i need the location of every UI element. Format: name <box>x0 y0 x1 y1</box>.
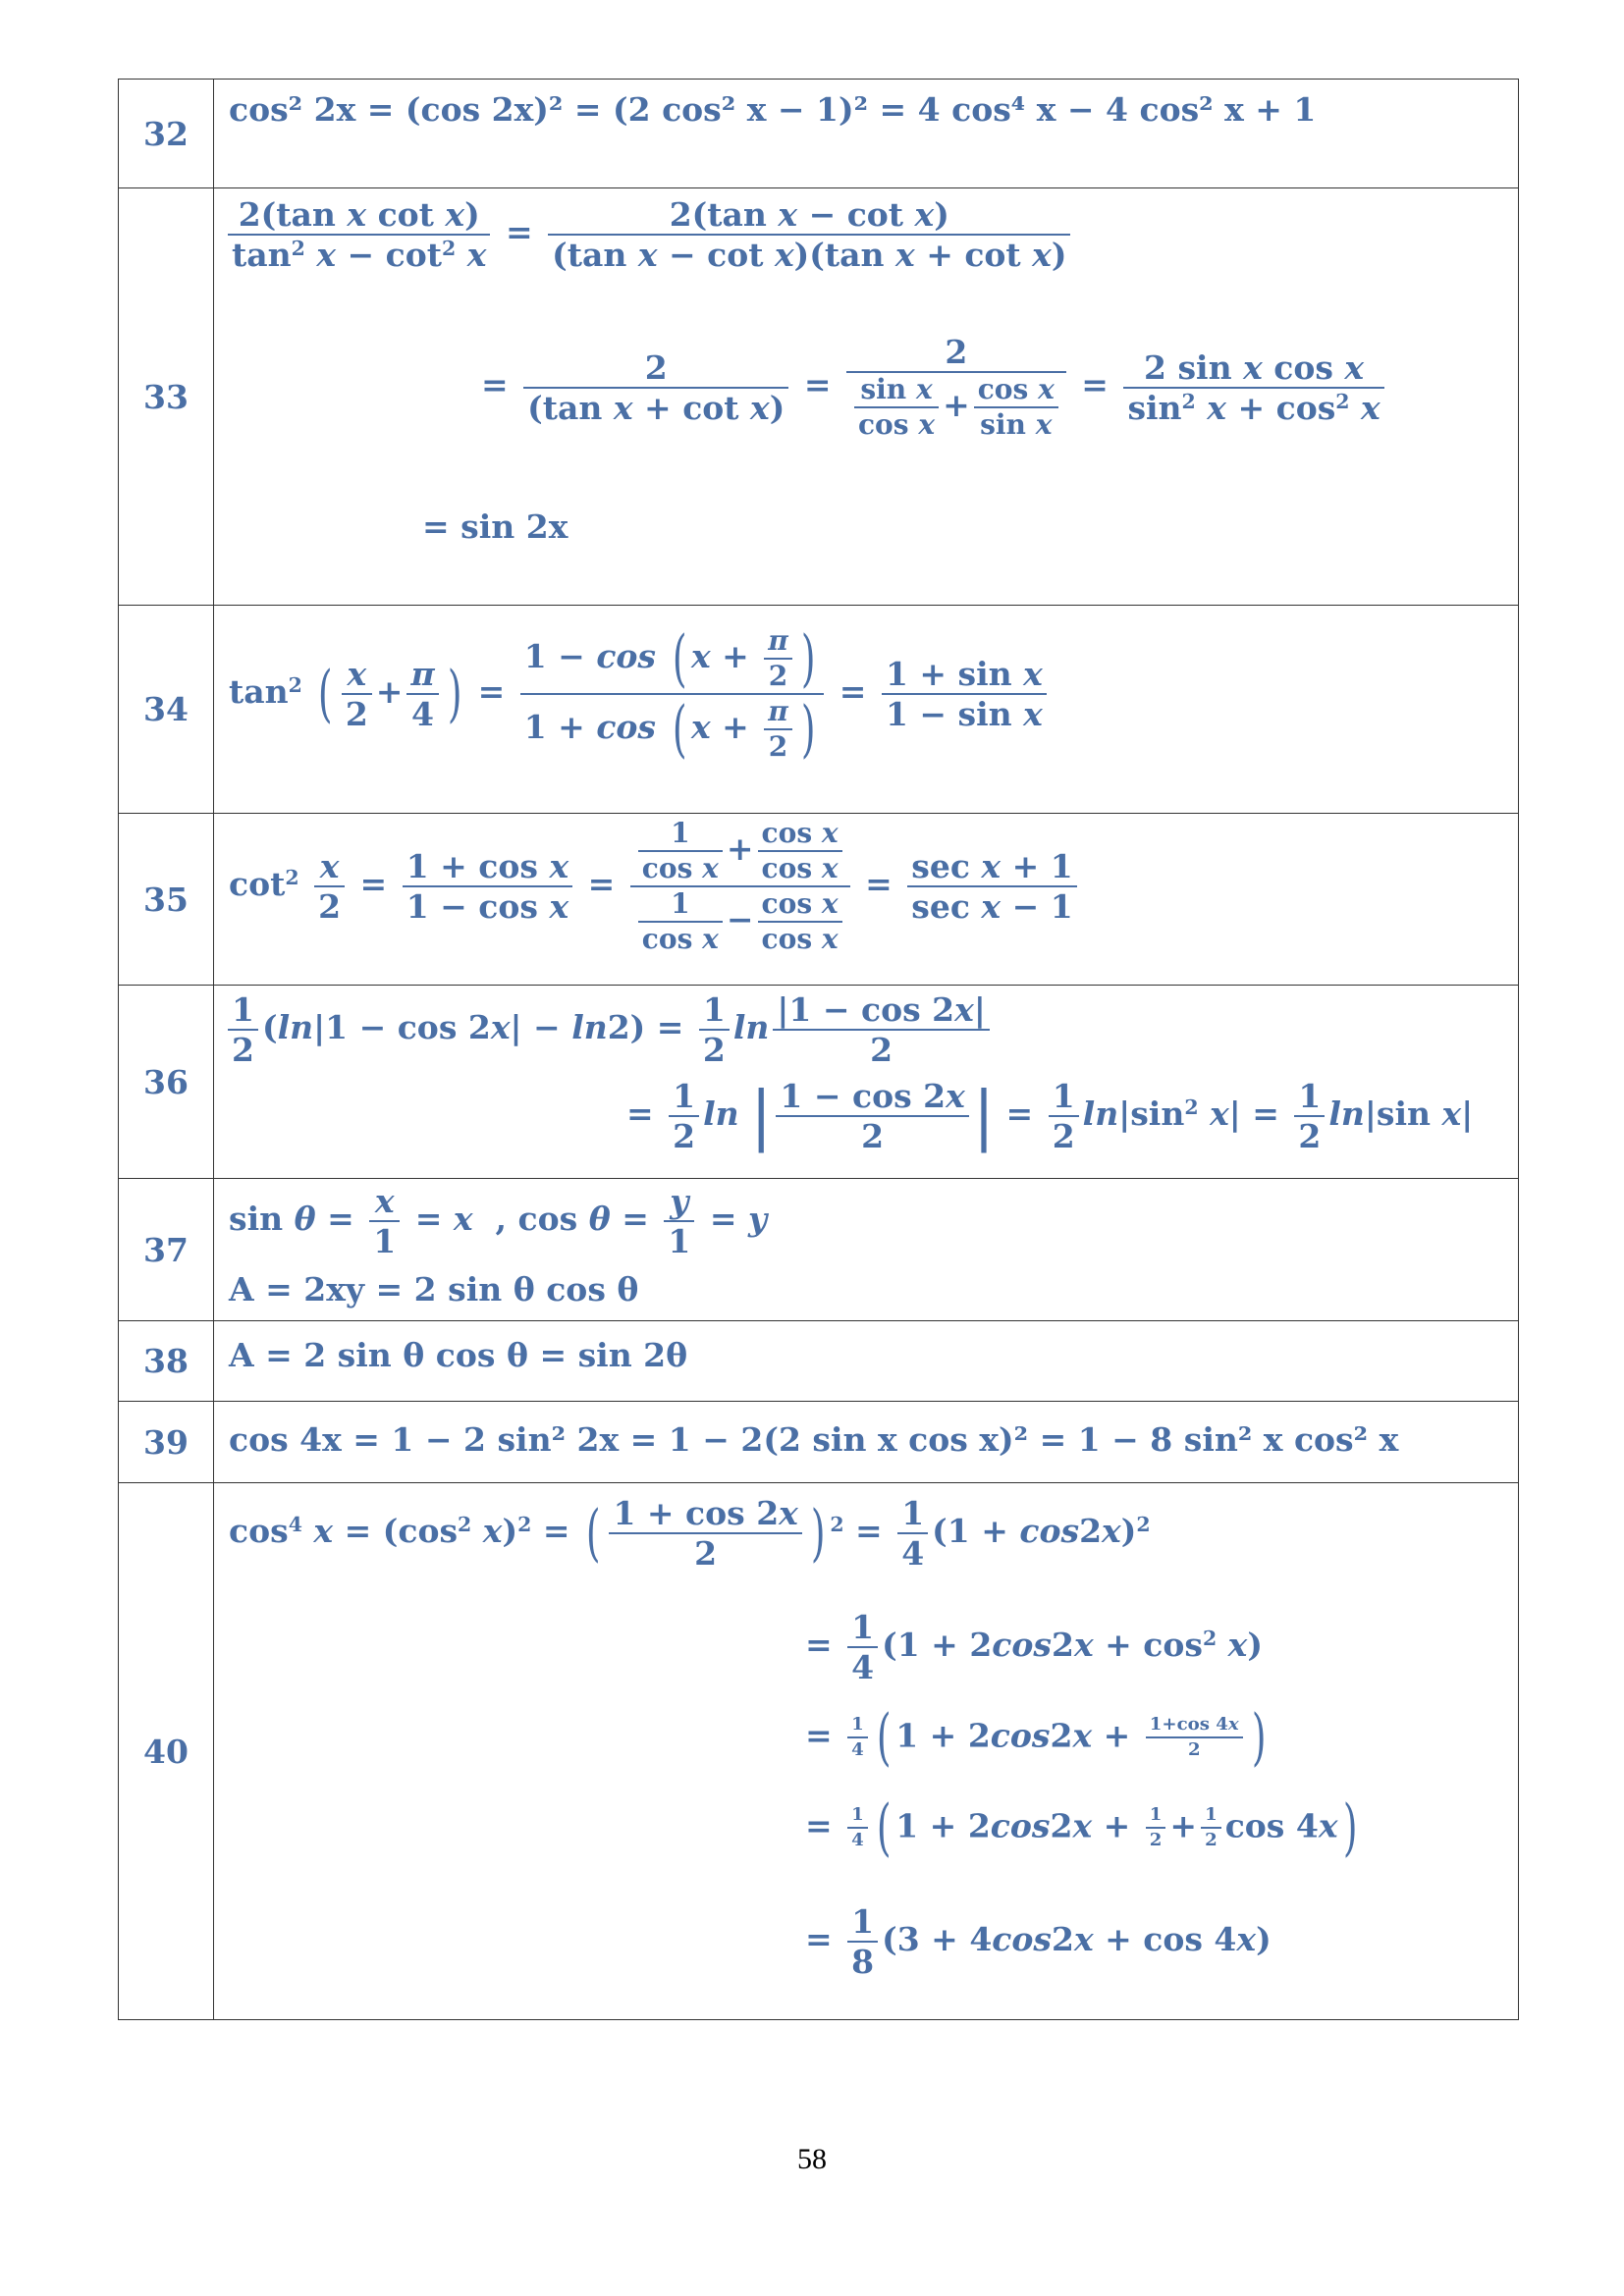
formula-line: = $\frac{1}{4}$ $(1 + 2\cos 2x + \cos^2 x)$ <box>805 1608 1263 1686</box>
formula-line: $\tan^2$ ( $\frac{x}{2}$ + $\frac{\pi}{4}$ ) = 1 − cos ( x + $\frac{\pi}{2}$ ) 1 + cos ( x + $\frac{\pi}{2}$ ) = $\frac{\text{1 + sin x}}{\text{1 − sin x}}$ <box>229 627 1051 761</box>
formula-line: = $\frac{1}{8}$ (3 + 4cos2x + cos 4x) <box>805 1902 1272 1981</box>
formula-line: = sin 2x <box>422 507 568 546</box>
formula-cell <box>214 606 1518 813</box>
table-row <box>119 188 1518 606</box>
formula-line: = $\frac{1}{4}$ ( 1 + 2cos2x + $\frac{1+\cos 4x}{2}$ ) <box>805 1701 1267 1773</box>
table-row <box>119 1321 1518 1402</box>
table-row <box>119 1402 1518 1483</box>
row-number: 37 <box>119 1179 214 1320</box>
formula-line: = $\frac{1}{4}$ ( 1 + 2cos2x + $\frac{1}{2}$ + $\frac{1}{2}$ cos 4x) <box>805 1791 1358 1863</box>
row-number: 35 <box>119 814 214 985</box>
row-number: 34 <box>119 606 214 813</box>
formula-line: = $\frac{1}{2}$ ln | $\frac{1 - \cos 2x}{2}$ | = $\frac{1}{2}$ $\ln|\sin^2$ x| = $\frac{1}{2}$ ln|sin x| <box>626 1077 1474 1155</box>
formula-cell <box>214 80 1518 187</box>
formula-cell <box>214 1402 1518 1482</box>
formula-cell <box>214 1321 1518 1401</box>
formula-line: sin θ = $\frac{x}{1}$ = x , cos θ = $\frac{y}{1}$ = y <box>229 1182 768 1260</box>
formula-cell <box>214 188 1518 605</box>
formula-cell <box>214 986 1518 1178</box>
formula-line: $\frac{1}{2}$ (ln|1 − cos 2x| − ln2) = $\frac{1}{2}$ ln $\frac{|1 - \cos 2x|}{2}$ <box>224 993 994 1066</box>
formula-text: cos² 2x = (cos 2x)² = (2 cos² x − 1)² = 4 cos⁴ x − 4 cos² x + 1 <box>229 90 1317 129</box>
formula-table <box>118 79 1519 2020</box>
formula-line: A = 2xy = 2 sin θ cos θ <box>229 1270 639 1308</box>
row-number: 36 <box>119 986 214 1178</box>
formula-text: cos 4x = 1 − 2 sin² 2x = 1 − 2(2 sin x cos x)² = 1 − 8 sin² x cos² x <box>229 1420 1399 1459</box>
table-row <box>119 80 1518 188</box>
formula-line: = $\frac{2}{\text{(tan x + cot x)}}$ = 2 $\frac{\text{sin x}}{\text{cos x}}$ + $\frac{\text{cos x}}{\text{sin x}}$ = $\frac{\text{2 sin x cos x}}{\sin^2 x + \cos^2 x}$ <box>481 336 1388 439</box>
row-number: 38 <box>119 1321 214 1401</box>
table-row <box>119 606 1518 814</box>
row-number: 40 <box>119 1483 214 2019</box>
formula-cell <box>214 814 1518 985</box>
formula-cell <box>214 1179 1518 1320</box>
table-row <box>119 1179 1518 1321</box>
formula-line: $\cot^2$ $\frac{x}{2}$ = $\frac{\text{1 + cos x}}{\text{1 − cos x}}$ = $\frac{1}{\text{cos x}}$ + $\frac{\text{cos x}}{\text{cos x}}$ $\frac{1}{\text{cos x}}$ − $\frac{\text{cos x}}{\text{cos x}}$ = sec x + 1 sec x − 1 <box>229 820 1081 953</box>
formula-line: $\frac{\text{2(tan x cot x)}}{\tan^2 x - \cot^2 x}$ = $\frac{\text{2(tan x − cot x)}}{\text{(tan x − cot x)(tan x + cot x)}}$ <box>224 198 1074 271</box>
row-number: 39 <box>119 1402 214 1482</box>
table-row <box>119 1483 1518 2020</box>
formula-cell <box>214 1483 1518 2019</box>
table-row <box>119 986 1518 1179</box>
formula-line: $\cos^4 x = (\cos^2$ x)$^2$ = ( $\frac{1 + \cos 2x}{2}$ ) $^2$ = $\frac{1}{4}$ $(1 + \cos 2x)^2$ <box>229 1494 1151 1573</box>
formula-text: A = 2 sin θ cos θ = sin 2θ <box>229 1336 688 1374</box>
page-number: 58 <box>797 2143 827 2175</box>
row-number: 32 <box>119 80 214 187</box>
table-row <box>119 814 1518 986</box>
row-number: 33 <box>119 188 214 605</box>
